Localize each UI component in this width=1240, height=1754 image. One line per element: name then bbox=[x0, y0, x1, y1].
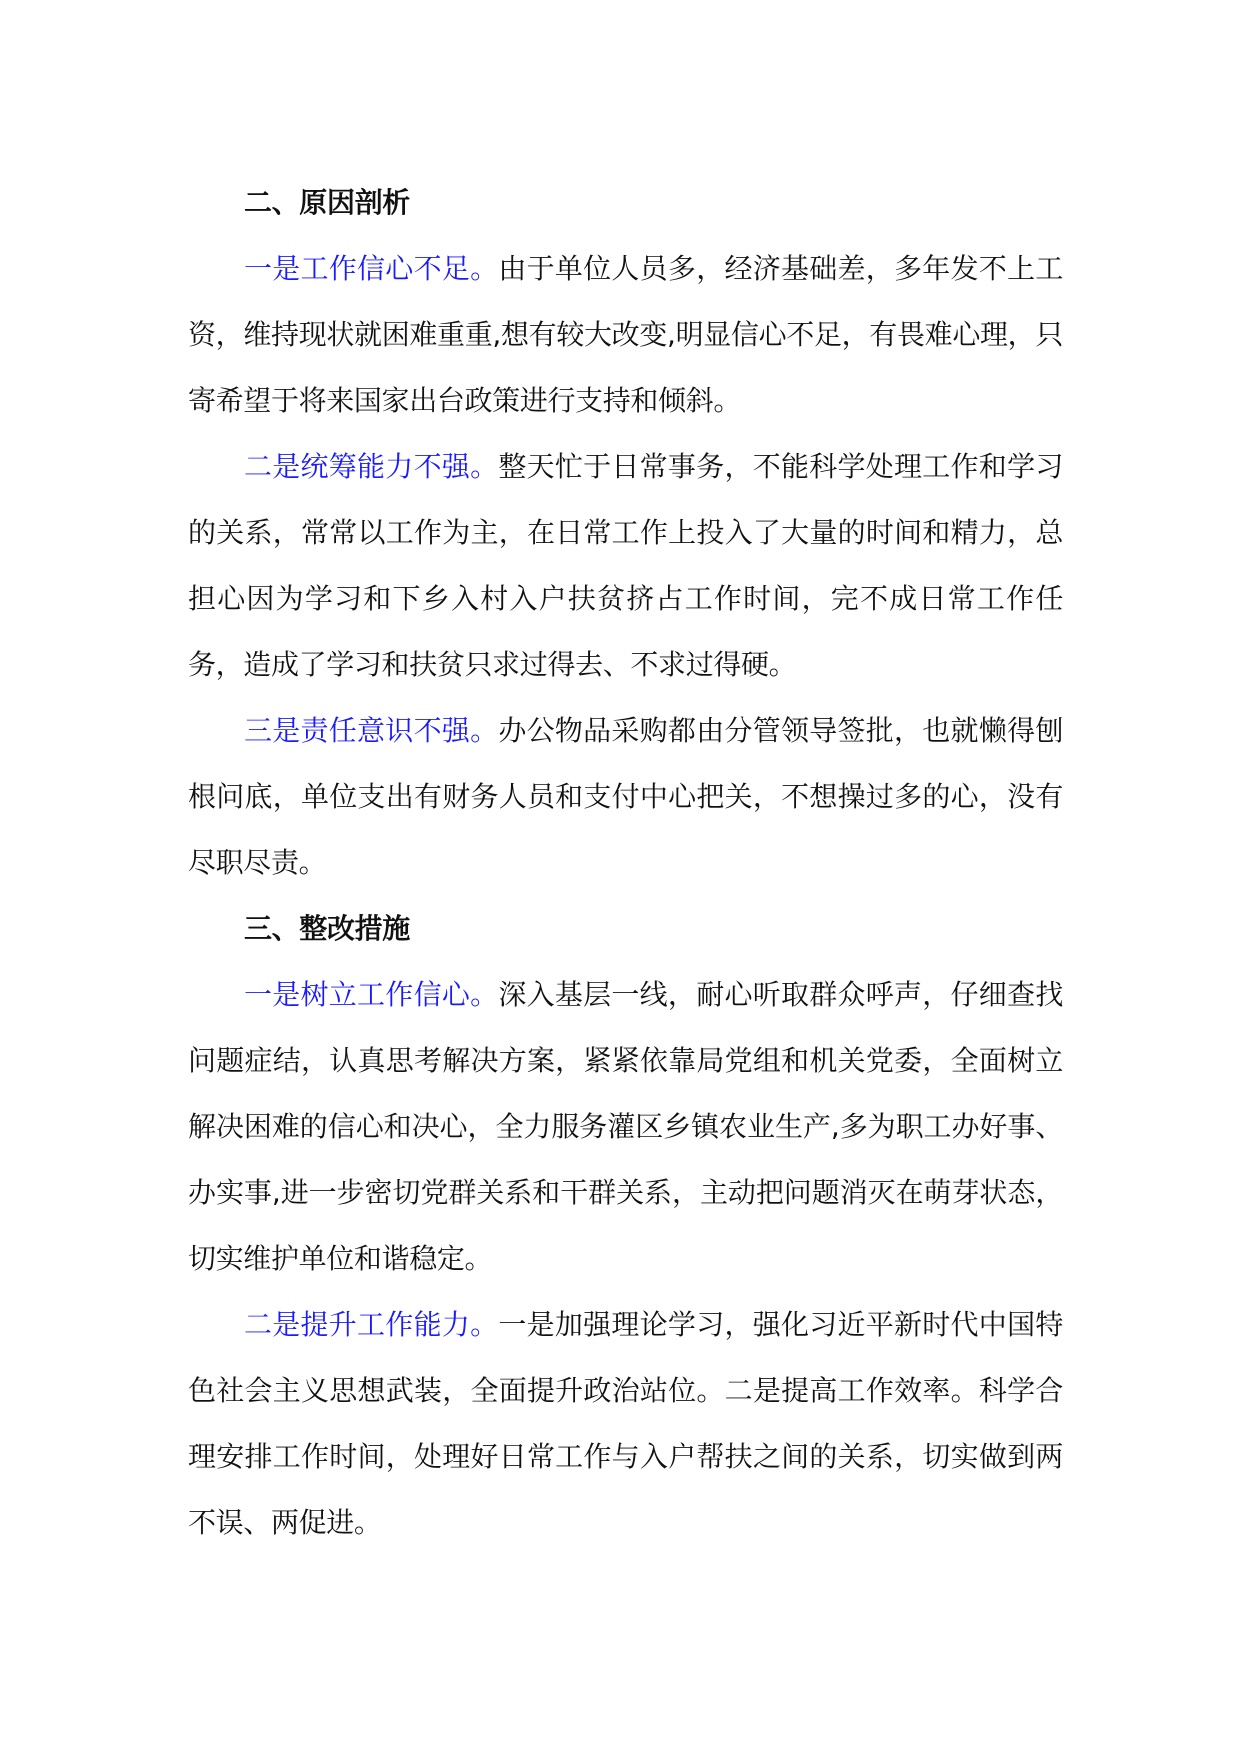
paragraph-body: 整天忙于日常事务，不能科学处理工作和学习的关系，常常以工作为主，在日常工作上投入了大量的时间和精力，总担心因为学习和下乡入村入户扶贫挤占工作时间，完不成日常工作任务，造成了学习和扶贫只求过得去、不求过得硬。 bbox=[188, 450, 1063, 681]
section-cause-analysis bbox=[188, 170, 1063, 896]
paragraph-body: 办公物品采购都由分管领导签批，也就懒得刨根问底，单位支出有财务人员和支付中心把关，不想操过多的心，没有尽职尽责。 bbox=[188, 714, 1063, 879]
section-heading: 二、原因剖析 bbox=[244, 186, 410, 219]
document-page bbox=[188, 170, 1063, 1556]
section-rectification-measures bbox=[188, 896, 1063, 1556]
paragraph-body: 一是加强理论学习，强化习近平新时代中国特色社会主义思想武装，全面提升政治站位。二是提高工作效率。科学合理安排工作时间，处理好日常工作与入户帮扶之间的关系，切实做到两不误、两促进。 bbox=[188, 1308, 1063, 1539]
paragraph bbox=[188, 236, 1063, 434]
paragraph bbox=[188, 962, 1063, 1292]
paragraph-body: 由于单位人员多，经济基础差，多年发不上工资，维持现状就困难重重,想有较大改变,明显信心不足，有畏难心理，只寄希望于将来国家出台政策进行支持和倾斜。 bbox=[188, 252, 1063, 417]
paragraph-lead: 一是工作信心不足。 bbox=[244, 252, 499, 285]
paragraph-lead: 三是责任意识不强。 bbox=[244, 714, 499, 747]
paragraph bbox=[188, 1292, 1063, 1556]
paragraph bbox=[188, 698, 1063, 896]
paragraph-body: 深入基层一线，耐心听取群众呼声，仔细查找问题症结，认真思考解决方案，紧紧依靠局党组和机关党委，全面树立解决困难的信心和决心，全力服务灌区乡镇农业生产,多为职工办好事、办实事,进一步密切党群关系和干群关系，主动把问题消灭在萌芽状态，切实维护单位和谐稳定。 bbox=[188, 978, 1063, 1275]
paragraph bbox=[188, 434, 1063, 698]
section-heading: 三、整改措施 bbox=[244, 912, 410, 945]
paragraph-lead: 二是统筹能力不强。 bbox=[244, 450, 499, 483]
paragraph-lead: 一是树立工作信心。 bbox=[244, 978, 499, 1011]
paragraph-lead: 二是提升工作能力。 bbox=[244, 1308, 499, 1341]
